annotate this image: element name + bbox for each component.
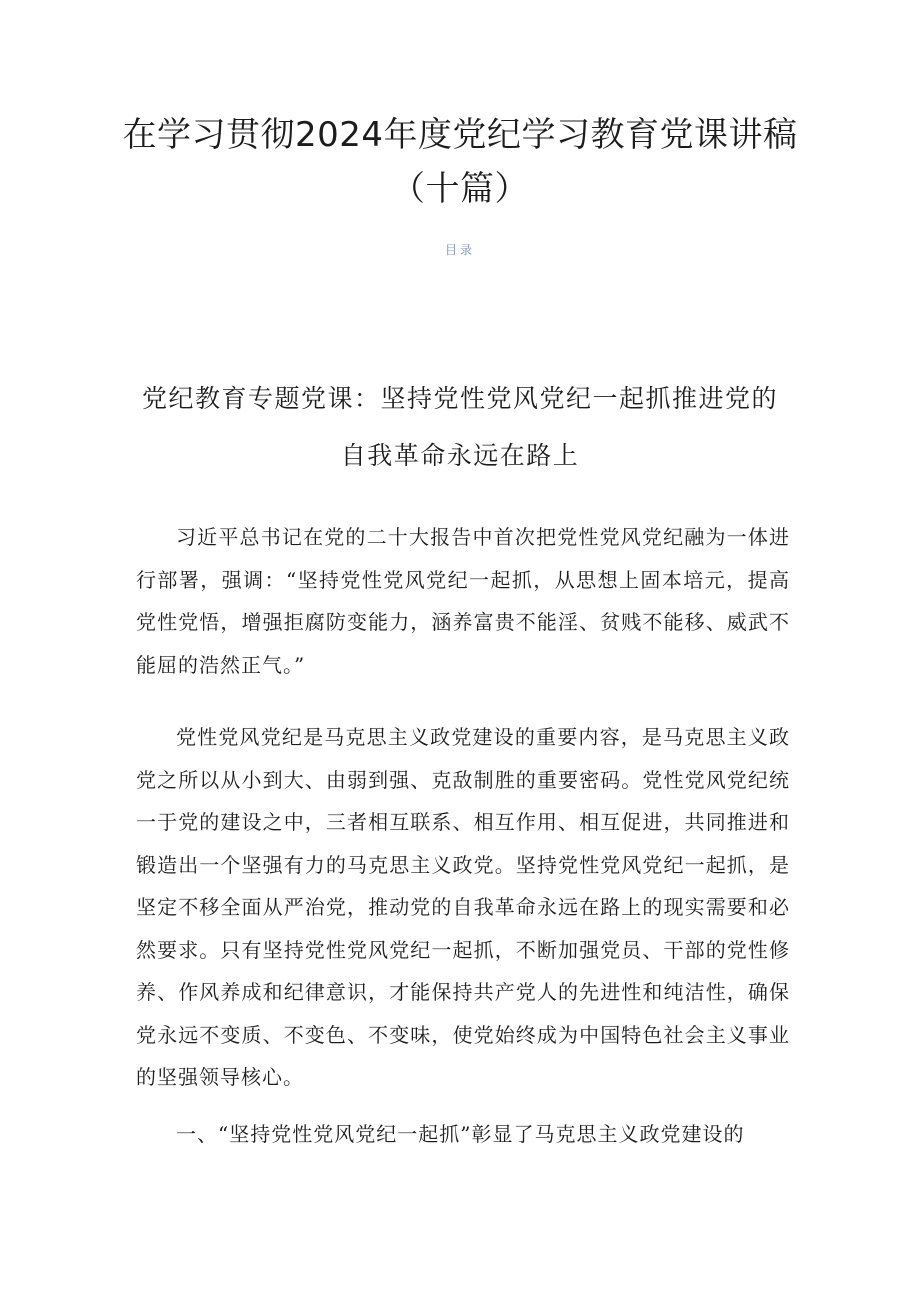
body-paragraph-1: 习近平总书记在党的二十大报告中首次把党性党风党纪融为一体进行部署，强调：“坚持党性党风党纪一起抓，从思想上固本培元，提高党性党悟，增强拒腐防变能力，涵养富贵不能淫、贫贱不能移、威武不能屈的浩然正气。” (136, 525, 790, 677)
table-of-contents-label[interactable]: 目录 (444, 243, 475, 257)
body-paragraph-3: 一、“坚持党性党风党纪一起抓”彰显了马克思主义政党建设的 (176, 1122, 745, 1146)
body-paragraph-2: 党性党风党纪是马克思主义政党建设的重要内容，是马克思主义政党之所以从小到大、由弱到强、克敌制胜的重要密码。党性党风党纪统一于党的建设之中，三者相互联系、相互作用、相互促进，共同推进和锻造出一个坚强有力的马克思主义政党。坚持党性党风党纪一起抓，是坚定不移全面从严治党，推动党的自我革命永远在路上的现实需要和必然要求。只有坚持党性党风党纪一起抓，不断加强党员、干部的党性修养、作风养成和纪律意识，才能保持共产党人的先进性和纯洁性，确保党永远不变质、不变色、不变味，使党始终成为中国特色社会主义事业的坚强领导核心。 (136, 725, 790, 1089)
section-heading: 党纪教育专题党课：坚持党性党风党纪一起抓推进党的自我革命永远在路上 (141, 384, 778, 470)
document-title: 在学习贯彻2024年度党纪学习教育党课讲稿（十篇） (122, 115, 798, 209)
